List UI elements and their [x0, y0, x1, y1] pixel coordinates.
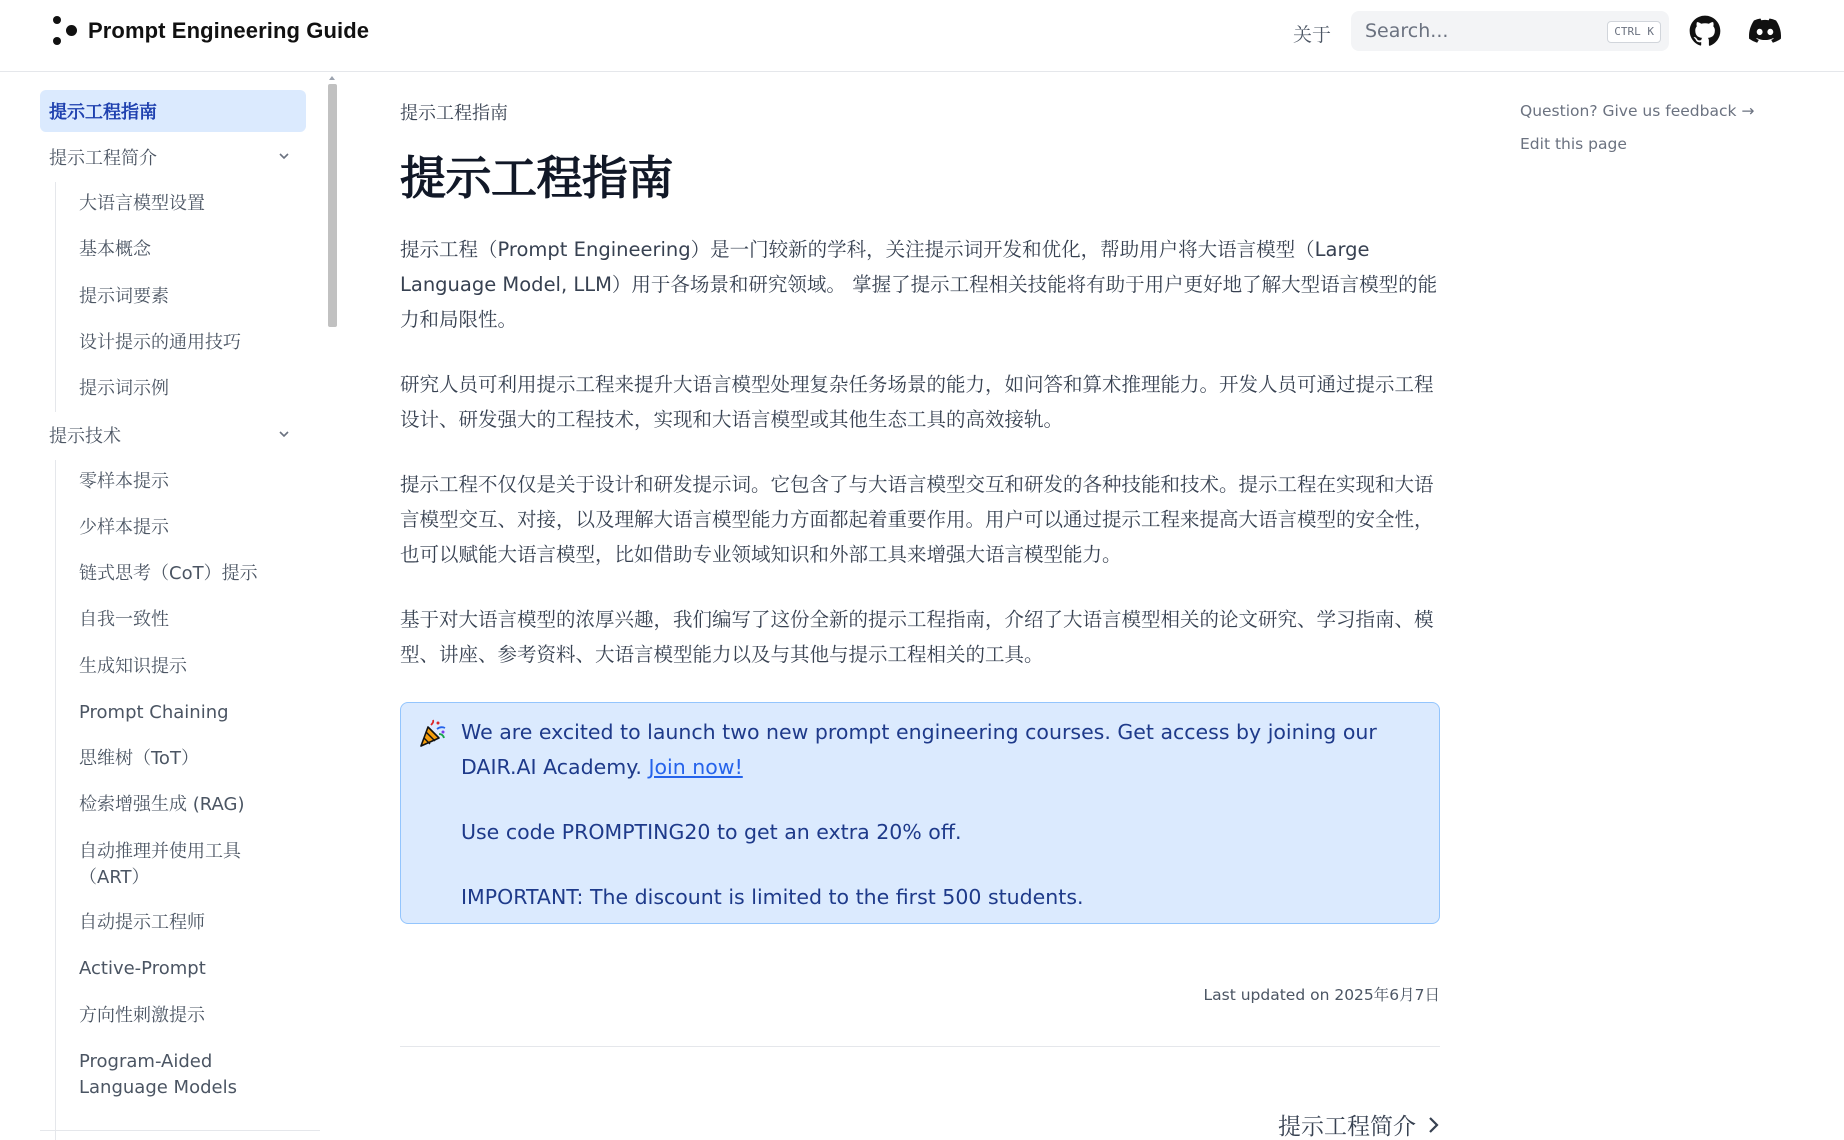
edit-page-link[interactable]: Edit this page [1520, 135, 1627, 153]
course-announcement-callout [400, 702, 1440, 924]
sidebar-footer-divider [40, 1130, 320, 1131]
sidebar-item-intro[interactable] [40, 136, 306, 178]
sidebar-item-label: 提示工程指南 [49, 102, 157, 123]
paragraph-research: 研究人员可利用提示工程来提升大语言模型处理复杂任务场景的能力，如问答和算术推理能力。开发人员可通过提示工程设计、研发强大的工程技术，实现和大语言模型或其他生态工具的高效接轨。 [400, 373, 1434, 431]
search-box[interactable] [1351, 11, 1669, 51]
callout-text [461, 715, 1421, 915]
sidebar-item-examples[interactable]: 提示词示例 [79, 378, 169, 399]
sidebar-item-label: 提示工程简介 [49, 148, 157, 169]
sidebar-item-zeroshot[interactable]: 零样本提示 [79, 471, 169, 492]
callout-line-important: IMPORTANT: The discount is limited to the first 500 students. [461, 885, 1084, 909]
sidebar-item-label: 提示技术 [49, 426, 121, 447]
callout-line-code: Use code PROMPTING20 to get an extra 20% off. [461, 820, 962, 844]
github-icon [1689, 15, 1721, 47]
sidebar [40, 90, 320, 1140]
next-page-link[interactable] [1278, 1108, 1440, 1140]
sidebar-group-line [55, 182, 56, 412]
callout-courses-text: We are excited to launch two new prompt engineering courses. Get access by joining our DAIR.AI Academy. [461, 720, 1377, 779]
paragraph-guide: 基于对大语言模型的浓厚兴趣，我们编写了这份全新的提示工程指南，介绍了大语言模型相关的论文研究、学习指南、模型、讲座、参考资料、大语言模型能力以及与其他与提示工程相关的工具。 [400, 608, 1434, 666]
chevron-right-icon [1426, 1115, 1440, 1135]
sidebar-item-fewshot[interactable]: 少样本提示 [79, 517, 169, 538]
sidebar-item-knowledge[interactable]: 生成知识提示 [79, 656, 187, 677]
party-popper-icon [417, 719, 447, 749]
sidebar-item-dsp[interactable]: 方向性刺激提示 [79, 1005, 205, 1026]
sidebar-item-techniques[interactable] [40, 414, 306, 456]
sidebar-item-guide[interactable] [40, 90, 306, 132]
nav-link-about[interactable]: 关于 [1293, 24, 1332, 46]
sidebar-item-pal[interactable]: Program-Aided Language Models [79, 1051, 237, 1098]
sidebar-scrollbar[interactable] [328, 84, 337, 327]
toc-sidebar [1520, 100, 1820, 166]
breadcrumb[interactable]: 提示工程指南 [400, 103, 508, 124]
content-divider [400, 1046, 1440, 1047]
paragraph-skills: 提示工程不仅仅是关于设计和研发提示词。它包含了与大语言模型交互和研发的各种技能和技术。提示工程在实现和大语言模型交互、对接，以及理解大语言模型能力方面都起着重要作用。用户可以通过提示工程来提高大语言模型的安全性，也可以赋能大语言模型，比如借助专业领域知识和外部工具来增强大语言模型能力。 [400, 473, 1434, 566]
sidebar-item-elements[interactable]: 提示词要素 [79, 286, 169, 307]
discord-icon [1749, 18, 1781, 44]
join-now-link[interactable]: Join now! [648, 755, 743, 779]
sidebar-item-basics[interactable]: 基本概念 [79, 239, 151, 260]
feedback-link[interactable]: Question? Give us feedback → [1520, 102, 1755, 120]
sidebar-item-rag[interactable]: 检索增强生成 (RAG) [79, 794, 245, 815]
github-link[interactable] [1687, 13, 1723, 49]
top-navbar [0, 0, 1844, 72]
scrollbar-up-arrow[interactable] [329, 76, 335, 80]
sidebar-item-art[interactable]: 自动推理并使用工具（ART） [79, 841, 241, 888]
chevron-down-icon [278, 428, 290, 440]
sidebar-item-active-prompt[interactable]: Active-Prompt [79, 958, 206, 979]
sidebar-item-consistency[interactable]: 自我一致性 [79, 609, 169, 630]
search-shortcut-badge: CTRL K [1607, 21, 1661, 43]
sidebar-item-ape[interactable]: 自动提示工程师 [79, 912, 205, 933]
sidebar-item-prompt-chaining[interactable]: Prompt Chaining [79, 702, 229, 723]
site-logo[interactable] [50, 16, 369, 46]
chevron-down-icon [278, 150, 290, 162]
sidebar-item-tot[interactable]: 思维树（ToT） [79, 748, 199, 769]
sidebar-item-cot[interactable]: 链式思考（CoT）提示 [79, 563, 258, 584]
sidebar-item-llm-settings[interactable]: 大语言模型设置 [79, 193, 205, 214]
last-updated-text: Last updated on 2025年6月7日 [1203, 986, 1440, 1004]
discord-link[interactable] [1747, 13, 1783, 49]
callout-line-courses [461, 715, 1421, 785]
next-page-label: 提示工程简介 [1278, 1114, 1416, 1140]
sidebar-item-tips[interactable]: 设计提示的通用技巧 [79, 332, 241, 353]
paragraph-intro: 提示工程（Prompt Engineering）是一门较新的学科，关注提示词开发和优化，帮助用户将大语言模型（Large Language Model, LLM）用于各场景和研究领域。 掌握了提示工程相关技能将有助于用户更好地了解大型语言模型的能力和局限性。 [400, 238, 1438, 331]
logo-text: Prompt Engineering Guide [88, 18, 370, 43]
logo-icon [50, 16, 80, 46]
sidebar-group-line [55, 460, 56, 1140]
page-title: 提示工程指南 [400, 151, 673, 205]
